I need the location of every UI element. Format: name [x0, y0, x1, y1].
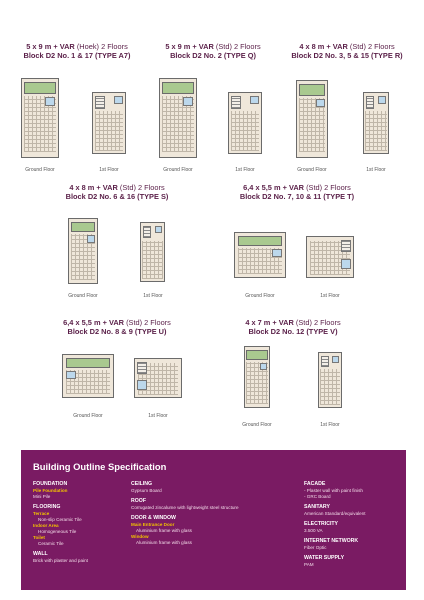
spec-heading: FLOORING: [33, 504, 61, 510]
floor-plan-a7-first: [92, 92, 126, 154]
floor-plan-v-ground: [244, 346, 270, 408]
spec-value: Corrugated zincalume with lightweight steel structure: [131, 505, 239, 510]
type-r-title: 4 x 8 m + VAR (Std) 2 Floors Block D2 No. 3, 5 & 15 (TYPE R): [291, 42, 403, 60]
type-u-title: 6,4 x 5,5 m + VAR (Std) 2 Floors Block D2 No. 8 & 9 (TYPE U): [63, 318, 171, 336]
spec-heading: WALL: [33, 551, 48, 557]
spec-value: Gypsum Board: [131, 488, 162, 493]
spec-subheading: Indoor Area: [33, 523, 59, 528]
spec-heading: CEILING: [131, 481, 153, 487]
floor-label: Ground Floor: [163, 167, 193, 173]
spec-heading: ELECTRICITY: [304, 521, 339, 527]
floor-plan-t-ground: [234, 232, 286, 278]
floor-label: Ground Floor: [68, 293, 98, 299]
floor-label: Ground Floor: [73, 413, 103, 419]
spec-value: Mini Pile: [33, 494, 51, 499]
type-v-title: 4 x 7 m + VAR (Std) 2 Floors Block D2 No. 12 (TYPE V): [245, 318, 341, 336]
spec-value: PAM: [304, 562, 314, 567]
spec-column-3: [304, 481, 366, 568]
floor-plan-v-first: [318, 352, 342, 408]
spec-value: American Standard/equivalent: [304, 511, 366, 516]
spec-column-2: [131, 481, 239, 546]
floor-plan-t-first: [306, 236, 354, 278]
spec-value: - GRC Board: [304, 494, 331, 499]
spec-value: 3.500 VA: [304, 528, 323, 533]
spec-value: Non-slip Ceramic Tile: [38, 517, 82, 522]
spec-subheading: Main Entrance Door: [131, 522, 175, 527]
spec-heading: FACADE: [304, 481, 326, 487]
floor-label: 1st Floor: [235, 167, 255, 173]
floor-label: 1st Floor: [148, 413, 168, 419]
spec-value: - Plaster wall with paint finish: [304, 488, 363, 493]
type-a7-title: 5 x 9 m + VAR (Hoek) 2 Floors Block D2 No. 1 & 17 (TYPE A7): [23, 42, 131, 60]
spec-value: Brick with plaster and paint: [33, 558, 88, 563]
spec-value: Ceramic Tile: [38, 541, 64, 546]
spec-heading: ROOF: [131, 498, 146, 504]
spec-title: Building Outline Specification: [33, 461, 167, 472]
floor-plan-q-ground: [159, 78, 197, 158]
floor-plan-s-first: [140, 222, 165, 282]
floor-plan-r-ground: [296, 80, 328, 158]
floor-plan-q-first: [228, 92, 262, 154]
spec-column-1: [33, 481, 88, 564]
floor-plan-u-first: [134, 358, 182, 398]
building-specification-panel: [21, 450, 406, 590]
floor-label: 1st Floor: [320, 293, 340, 299]
type-t-title: 6,4 x 5,5 m + VAR (Std) 2 Floors Block D2 No. 7, 10 & 11 (TYPE T): [239, 183, 355, 201]
floor-label: 1st Floor: [99, 167, 119, 173]
spec-value: Fiber Optic: [304, 545, 327, 550]
floor-plan-s-ground: [68, 218, 98, 284]
spec-subheading: Window: [131, 534, 149, 539]
floor-label: Ground Floor: [245, 293, 275, 299]
floor-label: 1st Floor: [366, 167, 386, 173]
spec-subheading: Pile Foundation: [33, 488, 68, 493]
spec-heading: INTERNET NETWORK: [304, 538, 359, 544]
spec-heading: DOOR & WINDOW: [131, 515, 176, 521]
spec-subheading: Terrace: [33, 511, 50, 516]
spec-value: Aluminium frame with glass: [136, 528, 192, 533]
type-s-title: 4 x 8 m + VAR (Std) 2 Floors Block D2 No. 6 & 16 (TYPE S): [65, 183, 169, 201]
spec-subheading: Toilet: [33, 535, 45, 540]
spec-value: Homogeneous Tile: [38, 529, 77, 534]
floor-label: Ground Floor: [25, 167, 55, 173]
floor-label: 1st Floor: [320, 422, 340, 428]
floor-label: Ground Floor: [297, 167, 327, 173]
floor-plan-a7-ground: [21, 78, 59, 158]
spec-heading: SANITARY: [304, 504, 330, 510]
spec-value: Aluminium frame with glass: [136, 540, 192, 545]
floor-label: 1st Floor: [143, 293, 163, 299]
type-q-title: 5 x 9 m + VAR (Std) 2 Floors Block D2 No. 2 (TYPE Q): [165, 42, 261, 60]
spec-heading: WATER SUPPLY: [304, 555, 345, 561]
floor-plan-r-first: [363, 92, 389, 154]
floor-plan-u-ground: [62, 354, 114, 398]
spec-heading: FOUNDATION: [33, 481, 68, 487]
floor-label: Ground Floor: [242, 422, 272, 428]
